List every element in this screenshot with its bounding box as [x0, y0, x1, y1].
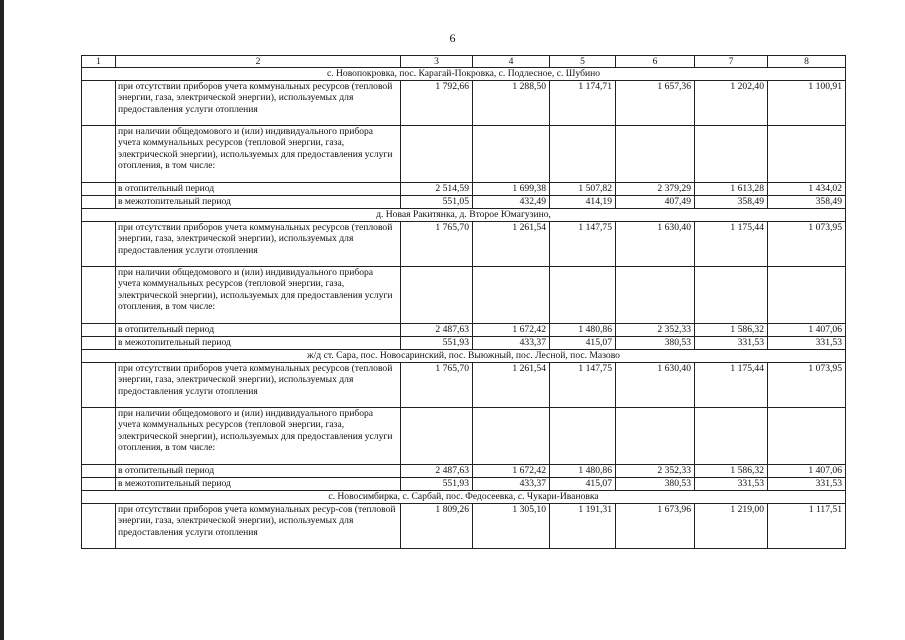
tariff-value: 2 487,63	[401, 465, 473, 478]
row-number-cell	[82, 126, 116, 183]
table-row	[82, 126, 846, 183]
tariff-value	[550, 408, 616, 465]
tariff-value	[550, 267, 616, 324]
tariff-value: 1 147,75	[550, 222, 616, 267]
section-title: д. Новая Ракитянка, д. Второе Юмагузино,	[82, 209, 846, 222]
column-number: 1	[82, 56, 116, 68]
tariff-value: 1 073,95	[768, 363, 846, 408]
tariff-value	[768, 267, 846, 324]
tariff-table	[81, 55, 846, 549]
table-row	[82, 324, 846, 337]
tariff-value: 432,49	[473, 196, 550, 209]
tariff-value: 1 672,42	[473, 465, 550, 478]
table-row	[82, 478, 846, 491]
tariff-value: 1 305,10	[473, 504, 550, 549]
tariff-value: 331,53	[768, 478, 846, 491]
tariff-value: 1 613,28	[695, 183, 768, 196]
tariff-value: 1 191,31	[550, 504, 616, 549]
tariff-value: 1 673,96	[616, 504, 695, 549]
tariff-value: 1 219,00	[695, 504, 768, 549]
tariff-value: 1 434,02	[768, 183, 846, 196]
section-header-row	[82, 209, 846, 222]
page-number: 6	[449, 31, 456, 45]
row-number-cell	[82, 324, 116, 337]
column-number-row	[82, 56, 846, 68]
tariff-value: 358,49	[695, 196, 768, 209]
tariff-value: 1 261,54	[473, 363, 550, 408]
table-row	[82, 81, 846, 126]
tariff-value	[695, 126, 768, 183]
column-number: 5	[550, 56, 616, 68]
column-number: 6	[616, 56, 695, 68]
tariff-value: 1 202,40	[695, 81, 768, 126]
tariff-value: 1 117,51	[768, 504, 846, 549]
section-title: ж/д ст. Сара, пос. Новосаринский, пос. Выюжный, пос. Лесной, пос. Мазово	[82, 350, 846, 363]
tariff-value: 551,93	[401, 337, 473, 350]
tariff-value: 1 507,82	[550, 183, 616, 196]
tariff-value: 1 809,26	[401, 504, 473, 549]
tariff-value: 1 630,40	[616, 363, 695, 408]
tariff-value: 1 407,06	[768, 465, 846, 478]
column-number: 8	[768, 56, 846, 68]
tariff-value: 1 175,44	[695, 222, 768, 267]
tariff-value: 1 480,86	[550, 465, 616, 478]
tariff-value: 1 480,86	[550, 324, 616, 337]
tariff-value	[550, 126, 616, 183]
tariff-value	[768, 126, 846, 183]
row-label: в отопительный период	[116, 465, 401, 478]
tariff-value: 1 672,42	[473, 324, 550, 337]
tariff-value: 1 175,44	[695, 363, 768, 408]
tariff-value: 415,07	[550, 478, 616, 491]
table-row	[82, 183, 846, 196]
row-label: при наличии общедомового и (или) индивидуального прибора учета коммунальных ресурсов (тепловой энергии, газа, электрической энергии), используемых для предоставления услуги отопления, в том числе:	[116, 267, 401, 324]
tariff-value: 1 073,95	[768, 222, 846, 267]
tariff-value	[695, 267, 768, 324]
row-number-cell	[82, 408, 116, 465]
row-label: при отсутствии приборов учета коммунальных ресурсов (тепловой энергии, газа, электрической энергии), используемых для предоставления услуги отопления	[116, 363, 401, 408]
row-number-cell	[82, 478, 116, 491]
row-label: в отопительный период	[116, 183, 401, 196]
tariff-value: 1 261,54	[473, 222, 550, 267]
row-number-cell	[82, 465, 116, 478]
tariff-value	[401, 267, 473, 324]
section-title: с. Новопокровка, пос. Карагай-Покровка, с. Подлесное, с. Шубино	[82, 68, 846, 81]
tariff-value: 1 630,40	[616, 222, 695, 267]
tariff-value: 2 379,29	[616, 183, 695, 196]
tariff-value: 551,93	[401, 478, 473, 491]
tariff-value: 331,53	[695, 337, 768, 350]
tariff-value: 380,53	[616, 337, 695, 350]
column-number: 4	[473, 56, 550, 68]
row-number-cell	[82, 267, 116, 324]
tariff-value	[695, 408, 768, 465]
row-number-cell	[82, 363, 116, 408]
row-label: в отопительный период	[116, 324, 401, 337]
tariff-value	[473, 126, 550, 183]
row-number-cell	[82, 81, 116, 126]
tariff-value: 1 288,50	[473, 81, 550, 126]
tariff-value: 2 352,33	[616, 465, 695, 478]
table-row	[82, 465, 846, 478]
tariff-value: 415,07	[550, 337, 616, 350]
tariff-value: 1 586,32	[695, 324, 768, 337]
row-number-cell	[82, 196, 116, 209]
tariff-value	[768, 408, 846, 465]
row-label: при наличии общедомового и (или) индивидуального прибора учета коммунальных ресурсов (тепловой энергии, газа, электрической энергии), используемых для предоставления услуги отопления, в том числе:	[116, 126, 401, 183]
column-number: 3	[401, 56, 473, 68]
table-row	[82, 337, 846, 350]
tariff-value: 2 514,59	[401, 183, 473, 196]
page-edge-bar	[0, 0, 4, 640]
tariff-value: 331,53	[695, 478, 768, 491]
tariff-value	[616, 408, 695, 465]
row-number-cell	[82, 222, 116, 267]
table-row	[82, 408, 846, 465]
row-label: в межотопительный период	[116, 196, 401, 209]
row-label: при отсутствии приборов учета коммунальных ресурсов (тепловой энергии, газа, электрической энергии), используемых для предоставления услуги отопления	[116, 222, 401, 267]
tariff-value: 407,49	[616, 196, 695, 209]
tariff-value: 358,49	[768, 196, 846, 209]
tariff-value	[616, 126, 695, 183]
section-title: с. Новосимбирка, с. Сарбай, пос. Федосеевка, с. Чукари-Ивановка	[82, 491, 846, 504]
row-label: в межотопительный период	[116, 337, 401, 350]
section-header-row	[82, 350, 846, 363]
table-row	[82, 267, 846, 324]
tariff-value: 433,37	[473, 478, 550, 491]
tariff-value: 1 699,38	[473, 183, 550, 196]
tariff-value: 414,19	[550, 196, 616, 209]
tariff-value	[401, 408, 473, 465]
tariff-value	[401, 126, 473, 183]
tariff-value: 1 765,70	[401, 363, 473, 408]
tariff-value: 1 765,70	[401, 222, 473, 267]
tariff-value: 1 407,06	[768, 324, 846, 337]
row-label: при отсутствии приборов учета коммунальных ресур-сов (тепловой энергии, газа, электрической энергии), используемых для предоставления услуги отопления	[116, 504, 401, 549]
row-number-cell	[82, 183, 116, 196]
tariff-value: 2 487,63	[401, 324, 473, 337]
tariff-value: 2 352,33	[616, 324, 695, 337]
row-number-cell	[82, 337, 116, 350]
table-body	[82, 56, 846, 549]
tariff-value: 1 174,71	[550, 81, 616, 126]
table-row	[82, 504, 846, 549]
tariff-value: 1 100,91	[768, 81, 846, 126]
tariff-value: 1 792,66	[401, 81, 473, 126]
column-number: 7	[695, 56, 768, 68]
section-header-row	[82, 68, 846, 81]
table-row	[82, 222, 846, 267]
row-label: в межотопительный период	[116, 478, 401, 491]
section-header-row	[82, 491, 846, 504]
row-number-cell	[82, 504, 116, 549]
tariff-value: 1 147,75	[550, 363, 616, 408]
tariff-value: 331,53	[768, 337, 846, 350]
tariff-value: 433,37	[473, 337, 550, 350]
tariff-value: 1 657,36	[616, 81, 695, 126]
table-row	[82, 196, 846, 209]
tariff-value: 380,53	[616, 478, 695, 491]
tariff-value	[473, 408, 550, 465]
tariff-value: 551,05	[401, 196, 473, 209]
tariff-value	[473, 267, 550, 324]
column-number: 2	[116, 56, 401, 68]
tariff-value	[616, 267, 695, 324]
table-row	[82, 363, 846, 408]
tariff-value: 1 586,32	[695, 465, 768, 478]
row-label: при отсутствии приборов учета коммунальных ресурсов (тепловой энергии, газа, электрической энергии), используемых для предоставления услуги отопления	[116, 81, 401, 126]
row-label: при наличии общедомового и (или) индивидуального прибора учета коммунальных ресурсов (тепловой энергии, газа, электрической энергии), используемых для предоставления услуги отопления, в том числе:	[116, 408, 401, 465]
